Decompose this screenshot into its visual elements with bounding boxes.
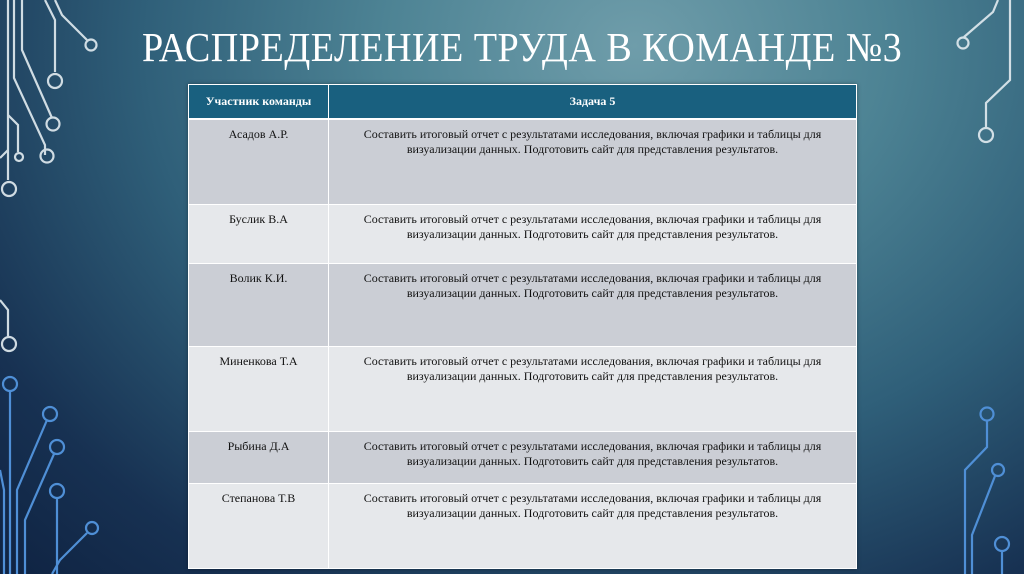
task-cell: Составить итоговый отчет с результатами исследования, включая графики и таблицы для визуализации данных. Подготовить сайт для представления результатов. <box>329 346 857 431</box>
task-cell: Составить итоговый отчет с результатами исследования, включая графики и таблицы для визуализации данных. Подготовить сайт для представления результатов. <box>329 483 857 568</box>
task-cell: Составить итоговый отчет с результатами исследования, включая графики и таблицы для визуализации данных. Подготовить сайт для представления результатов. <box>329 119 857 204</box>
table-row <box>189 483 857 568</box>
member-cell: Асадов А.Р. <box>189 119 329 204</box>
slide-title: РАСПРЕДЕЛЕНИЕ ТРУДА В КОМАНДЕ №3 <box>142 24 903 70</box>
member-cell: Миненкова Т.А <box>189 346 329 431</box>
circuit-left-bottom-icon <box>0 377 98 574</box>
task-cell: Составить итоговый отчет с результатами исследования, включая графики и таблицы для визуализации данных. Подготовить сайт для представления результатов. <box>329 263 857 346</box>
task-cell: Составить итоговый отчет с результатами исследования, включая графики и таблицы для визуализации данных. Подготовить сайт для представления результатов. <box>329 431 857 483</box>
table-row <box>189 346 857 431</box>
table-row <box>189 431 857 483</box>
circuit-left-top-icon <box>0 0 97 351</box>
table-header-row <box>189 85 857 120</box>
member-cell: Рыбина Д.А <box>189 431 329 483</box>
table-row <box>189 119 857 204</box>
circuit-right-bottom-icon <box>965 408 1009 574</box>
member-cell: Буслик В.А <box>189 204 329 263</box>
table-row <box>189 263 857 346</box>
member-cell: Степанова Т.В <box>189 483 329 568</box>
task-cell: Составить итоговый отчет с результатами исследования, включая графики и таблицы для визуализации данных. Подготовить сайт для представления результатов. <box>329 204 857 263</box>
member-cell: Волик К.И. <box>189 263 329 346</box>
table-row <box>189 204 857 263</box>
labor-distribution-table <box>188 84 857 569</box>
circuit-right-top-icon <box>958 0 1011 142</box>
header-task-5: Задача 5 <box>329 85 857 120</box>
header-team-member: Участник команды <box>189 85 329 120</box>
